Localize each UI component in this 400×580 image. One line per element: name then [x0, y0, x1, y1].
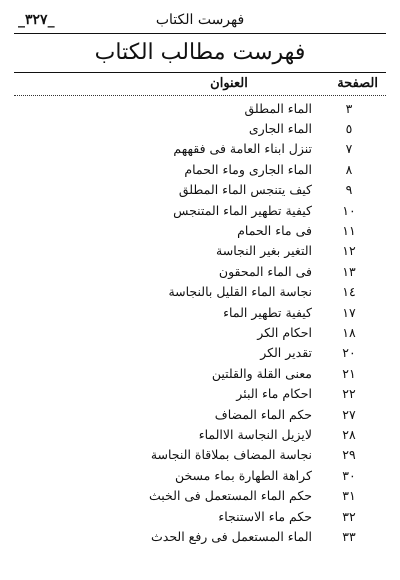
toc-title: الماء الجارى وماء الحمام: [184, 161, 312, 177]
toc-title: حكم الماء المضاف: [214, 406, 312, 422]
toc-title: كيفية تطهير الماء: [223, 304, 312, 320]
toc-title: كيف يتنجس الماء المطلق: [178, 182, 312, 198]
running-header: [14, 8, 386, 36]
toc-page-number: ٢٢: [342, 386, 356, 402]
toc-title: لايزيل النجاسة الاالماء: [198, 426, 312, 442]
toc-entry[interactable]: [14, 302, 386, 322]
toc-title: التغير بغير النجاسة: [216, 243, 312, 259]
toc-entry[interactable]: [14, 363, 386, 383]
header-rule: [14, 33, 386, 34]
toc-page-number: ٢٧: [342, 406, 356, 422]
toc-list: [14, 98, 386, 547]
toc-page-number: ٩: [345, 182, 353, 198]
toc-page-number: ٣: [345, 100, 353, 116]
toc-title: نجاسة الماء القليل بالنجاسة: [168, 284, 312, 300]
toc-page-number: ١٠: [342, 202, 356, 218]
toc-entry[interactable]: [14, 404, 386, 424]
toc-page-number: ٣٢: [342, 508, 356, 524]
toc-entry[interactable]: [14, 322, 386, 342]
dotted-rule: [14, 95, 386, 96]
main-title: فهرست مطالب الكتاب: [94, 40, 306, 65]
toc-page-number: ١٢: [342, 243, 356, 259]
toc-entry[interactable]: [14, 383, 386, 403]
toc-page-number: ١٤: [342, 284, 356, 300]
toc-title: حكم الماء المستعمل فى الخبث: [149, 488, 312, 504]
toc-title: كراهة الطهارة بماء مسخن: [174, 467, 312, 483]
toc-title: كيفية تطهير الماء المتنجس: [173, 202, 312, 218]
toc-page-number: ٢٨: [342, 426, 356, 442]
toc-entry[interactable]: [14, 200, 386, 220]
toc-title: الماء الجارى: [248, 121, 312, 137]
column-header-title: العنوان: [210, 76, 248, 91]
toc-entry[interactable]: [14, 526, 386, 546]
title-rule: [14, 72, 386, 73]
toc-title: تنزل ابناء العامة فى فقههم: [173, 141, 312, 157]
toc-page-number: ٥: [345, 121, 353, 137]
toc-page-number: ٢١: [342, 365, 356, 381]
toc-entry[interactable]: [14, 261, 386, 281]
toc-entry[interactable]: [14, 180, 386, 200]
toc-entry[interactable]: [14, 424, 386, 444]
toc-page-number: ١٨: [342, 324, 356, 340]
running-title: فهرست الكتاب: [155, 12, 245, 28]
toc-page-number: ٢٠: [342, 345, 356, 361]
toc-entry[interactable]: [14, 343, 386, 363]
toc-page-number: ٧: [345, 141, 353, 157]
toc-title: فى ماء الحمام: [237, 223, 312, 239]
toc-page-number: ٣٠: [342, 467, 356, 483]
toc-entry[interactable]: [14, 159, 386, 179]
toc-page-number: ١٣: [342, 263, 356, 279]
toc-page-number: ٣٣: [342, 528, 356, 544]
toc-title: حكم ماء الاستنجاء: [218, 508, 312, 524]
toc-title: احكام ماء البئر: [236, 386, 312, 402]
toc-entry[interactable]: [14, 506, 386, 526]
toc-entry[interactable]: [14, 118, 386, 138]
toc-title: احكام الكر: [257, 324, 312, 340]
toc-entry[interactable]: [14, 139, 386, 159]
column-header-page: الصفحة: [337, 76, 378, 91]
toc-title: معنى القلة والقلتين: [211, 365, 312, 381]
toc-title: الماء المطلق: [244, 100, 312, 116]
toc-entry[interactable]: [14, 282, 386, 302]
toc-entry[interactable]: [14, 485, 386, 505]
toc-title: تقدير الكر: [260, 345, 312, 361]
toc-entry[interactable]: [14, 220, 386, 240]
toc-title: الماء المستعمل فى رفع الحدث: [151, 528, 312, 544]
page-number: _٣٢٧_: [18, 12, 55, 28]
toc-page-number: ٢٩: [342, 447, 356, 463]
toc-entry[interactable]: [14, 445, 386, 465]
toc-title: نجاسة المضاف بملاقاة النجاسة: [150, 447, 312, 463]
toc-entry[interactable]: [14, 465, 386, 485]
toc-page-number: ٨: [345, 161, 353, 177]
toc-page-number: ١١: [342, 223, 356, 239]
toc-entry[interactable]: [14, 98, 386, 118]
toc-page-number: ٣١: [342, 488, 356, 504]
toc-title: فى الماء المحقون: [218, 263, 312, 279]
toc-page-number: ١٧: [342, 304, 356, 320]
toc-entry[interactable]: [14, 241, 386, 261]
